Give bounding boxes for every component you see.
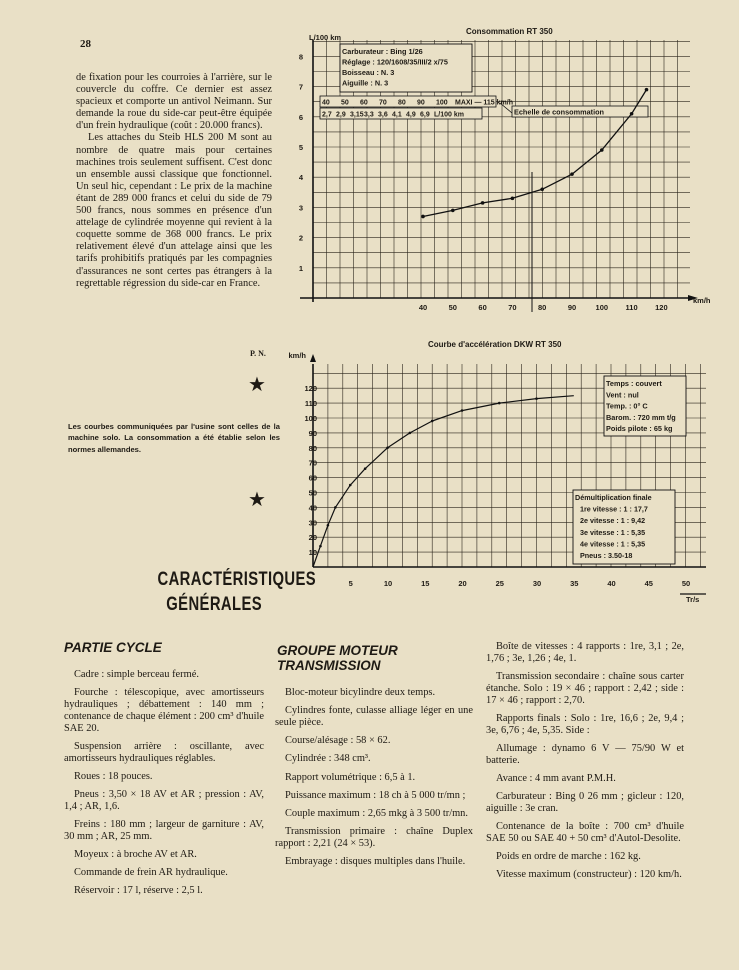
data-point — [600, 148, 604, 152]
spec-item: Moyeux : à broche AV et AR. — [74, 848, 197, 860]
x-tick-label: 10 — [383, 579, 393, 588]
scale-conso: 6,9 — [420, 111, 430, 119]
spec-item: Rapports finals : Solo : 1re, 16,6 ; 2e, 9,4 ; 3e, 6,76 ; 4e, 5,35. Side : — [486, 712, 684, 736]
y-tick-label: 50 — [308, 488, 317, 498]
data-point — [334, 506, 337, 509]
x-axis-label: Tr/s — [686, 595, 700, 604]
x-tick-label: 40 — [607, 579, 616, 588]
info-box-line: 4e vitesse : 1 : 5,35 — [580, 539, 646, 549]
data-point — [409, 432, 412, 435]
spec-item: Freins : 180 mm ; largeur de garniture : AV, 30 mm ; AR, 25 mm. — [64, 818, 264, 842]
x-tick-label: 45 — [644, 579, 653, 588]
chart-note: Les courbes communiquées par l'usine sont celles de la machine solo. La consommation a été établie selon les normes allemandes. — [68, 422, 280, 454]
info-box-line: Temp. : 0° C — [606, 401, 648, 411]
data-point — [630, 112, 634, 116]
x-tick-label: 50 — [681, 579, 691, 588]
info-box-line: 3e vitesse : 1 : 5,35 — [580, 527, 646, 537]
data-point — [349, 484, 352, 487]
y-tick-label: 110 — [304, 399, 317, 409]
x-tick-label: 90 — [567, 303, 577, 312]
x-axis-label: km/h — [693, 296, 711, 305]
info-box-line: Vent : nul — [606, 390, 639, 400]
spec-item: Transmission secondaire : chaîne sous carter étanche. Solo : 19 × 46 ; rapport : 2,42 ; side : 17 × 46 ; rapport : 2,70. — [486, 670, 684, 706]
spec-item: Pneus : 3,50 × 18 AV et AR ; pression : AV, 1,4 ; AR, 1,6. — [64, 788, 264, 812]
partie-cycle-list — [64, 669, 264, 903]
spec-item: Bloc-moteur bicylindre deux temps. — [285, 687, 436, 698]
info-box-line: Réglage : 120/1608/35/III/2 x/75 — [342, 57, 448, 67]
y-tick-label: 100 — [304, 414, 317, 423]
acceleration-chart — [0, 350, 739, 620]
data-point — [535, 397, 538, 400]
y-tick-label: 1 — [298, 263, 303, 273]
y-tick-label: 20 — [308, 533, 317, 543]
y-tick-label: 40 — [308, 503, 317, 513]
spec-item: Allumage : dynamo 6 V — 75/90 W et batterie. — [486, 742, 684, 766]
y-tick-label: 3 — [298, 203, 303, 213]
y-axis-label: L/100 km — [309, 33, 342, 42]
spec-item: Cylindres fonte, culasse alliage léger en une seule pièce. — [275, 705, 473, 728]
author-signature: P. N. — [250, 349, 266, 358]
info-box-line: Carburateur : Bing 1/26 — [342, 47, 423, 56]
x-tick-label: 30 — [532, 579, 542, 588]
spec-item: Puissance maximum : 18 ch à 5 000 tr/mn ; — [285, 789, 466, 801]
info-box-line: 2e vitesse : 1 : 9,42 — [580, 516, 646, 526]
y-tick-label: 5 — [298, 143, 303, 152]
spec-item: Commande de frein AR hydraulique. — [74, 867, 228, 879]
spec-item: Couple maximum : 2,65 mkg à 3 500 tr/mn. — [285, 807, 468, 819]
y-tick-label: 6 — [298, 112, 303, 122]
consumption-chart — [0, 0, 739, 330]
scale-conso: 4,9 — [406, 111, 416, 119]
star-icon: ★ — [248, 489, 266, 511]
spec-item: Suspension arrière : oscillante, avec amortisseurs hydrauliques réglables. — [64, 740, 264, 764]
axis-arrow — [310, 354, 316, 362]
x-tick-label: 50 — [448, 303, 457, 312]
data-point — [481, 201, 485, 205]
spec-item: Roues : 18 pouces. — [74, 770, 153, 782]
scale-conso: 3,15 — [350, 111, 364, 119]
data-point — [498, 402, 501, 405]
spec-item: Transmission primaire : chaîne Duplex rapport : 2,21 (24 × 53). — [275, 826, 473, 849]
y-tick-label: 4 — [298, 173, 303, 183]
y-tick-label: 8 — [298, 52, 303, 62]
spec-item: Avance : 4 mm avant P.M.H. — [496, 772, 616, 784]
scale-conso: 4,1 — [392, 111, 402, 119]
data-point — [645, 88, 649, 92]
scale-conso: L/100 km — [434, 111, 464, 119]
info-box-line: Aiguille : N. 3 — [342, 78, 389, 88]
scale-speed: 50 — [341, 99, 349, 107]
y-tick-label: 7 — [298, 82, 303, 92]
partie-cycle-title: PARTIE CYCLE — [64, 640, 162, 655]
scale-conso: 2,7 — [322, 111, 332, 119]
x-tick-label: 110 — [625, 303, 638, 312]
x-tick-label: 15 — [421, 579, 430, 588]
scale-conso: 2,9 — [336, 111, 346, 119]
spec-item: Rapport volumétrique : 6,5 à 1. — [285, 771, 416, 783]
info-box-line: Démultiplication finale — [575, 493, 652, 502]
intro-paragraph: Les attaches du Steib HLS 200 M sont au nombre de quatre mais pour certaines machines trois seulement suffisent. C'est donc un ensemble aussi classique que fonctionnel. Un seul hic, cependant : Le prix de la machine étant de 289 000 francs et celui du side de 79 500 francs, nous sommes en présence d'un attelage de cylindrée moyenne qui revient à la coquette somme de 368 000 francs. Le prix relativement élevé d'un attelage ainsi que les tarifs prohibitifs pratiqués par les compagnies d'assurances ne sont certes pas étrangers à la regrettable régression du side-car en France. — [76, 132, 272, 289]
data-point — [364, 467, 367, 470]
x-tick-label: 120 — [655, 303, 668, 312]
y-tick-label: 80 — [308, 443, 317, 453]
info-box-line: Poids pilote : 65 kg — [606, 424, 673, 434]
x-tick-label: 80 — [538, 303, 547, 312]
page-number: 28 — [80, 38, 91, 50]
x-tick-label: 25 — [495, 579, 504, 588]
spec-item: Contenance de la boîte : 700 cm³ d'huile SAE 50 ou SAE 40 + 50 cm³ d'Autol-Desolite. — [486, 820, 684, 844]
y-tick-label: 2 — [298, 233, 303, 243]
scale-speed: 70 — [379, 99, 387, 107]
x-tick-label: 5 — [348, 579, 353, 588]
groupe-moteur-list — [275, 687, 473, 874]
transmission-list — [486, 641, 684, 887]
x-tick-label: 60 — [478, 303, 487, 312]
data-point — [327, 524, 330, 527]
y-tick-label: 90 — [308, 428, 317, 438]
groupe-moteur-title: GROUPE MOTEUR TRANSMISSION — [277, 643, 398, 673]
x-tick-label: 20 — [458, 579, 467, 588]
spec-item: Carburateur : Bing 0 26 mm ; gicleur : 120, aiguille : 3e cran. — [486, 790, 684, 814]
y-tick-label: 60 — [308, 473, 317, 483]
star-icon: ★ — [248, 374, 266, 396]
spec-item: Fourche : télescopique, avec amortisseurs hydrauliques ; débattement : 140 mm ; contenance de chaque élément : 200 cm³ d'huile SAE 20. — [64, 687, 264, 734]
data-point — [461, 409, 464, 412]
info-box-line: 1re vitesse : 1 : 17,7 — [580, 504, 648, 514]
x-tick-label: 35 — [570, 579, 579, 588]
y-tick-label: 30 — [308, 518, 317, 528]
scale-label: Echelle de consommation — [514, 107, 605, 117]
spec-item: Vitesse maximum (constructeur) : 120 km/h. — [496, 869, 682, 881]
y-axis-label: km/h — [288, 351, 306, 360]
spec-item: Boîte de vitesses : 4 rapports : 1re, 3,1 ; 2e, 1,76 ; 3e, 1,26 ; 4e, 1. — [486, 641, 684, 664]
info-box-line: Temps : couvert — [606, 379, 662, 388]
acceleration-chart-title: Courbe d'accélération DKW RT 350 — [428, 340, 562, 349]
scale-speed: 40 — [322, 99, 330, 107]
spec-item: Poids en ordre de marche : 162 kg. — [496, 850, 641, 862]
scale-speed: 100 — [436, 99, 448, 107]
scale-conso: 3,3 — [364, 111, 374, 119]
y-tick-label: 70 — [308, 458, 317, 468]
x-tick-label: 70 — [508, 303, 517, 312]
x-tick-label: 40 — [418, 303, 428, 312]
spec-item: Cadre : simple berceau fermé. — [74, 669, 199, 680]
data-point — [570, 172, 574, 176]
info-box-line: Barom. : 720 mm t/g — [606, 412, 676, 422]
data-point — [451, 209, 455, 213]
data-point — [421, 215, 425, 219]
intro-paragraph: de fixation pour les courroies à l'arrière, sur le couvercle du coffre. Ce dernier est assez spacieux et comporte un antivol Neimann. Sur demande la roue du side-car peut-être équipée d'un frein hydraulique (coût : 20.000 francs). — [76, 72, 272, 132]
data-point — [511, 197, 515, 201]
scale-speed: 60 — [360, 99, 368, 107]
data-point — [319, 545, 322, 548]
x-tick-label: 100 — [595, 303, 609, 312]
info-box-line: Pneus : 3.50-18 — [580, 551, 633, 560]
spec-item: Réservoir : 17 l, réserve : 2,5 l. — [74, 885, 203, 897]
scale-conso: 3,6 — [378, 111, 388, 119]
spec-item: Cylindrée : 348 cm³. — [285, 753, 371, 765]
data-point — [540, 187, 544, 191]
data-point — [386, 447, 389, 450]
info-box-line: Boisseau : N. 3 — [342, 68, 395, 77]
scale-speed: 80 — [398, 99, 406, 107]
consumption-chart-title: Consommation RT 350 — [466, 27, 553, 36]
spec-item: Embrayage : disques multiples dans l'huile. — [285, 856, 466, 868]
scale-speed: 90 — [417, 99, 425, 107]
spec-item: Course/alésage : 58 × 62. — [285, 735, 391, 747]
section-heading: CARACTÉRISTIQUES GÉNÉRALES — [157, 569, 317, 615]
data-point — [431, 420, 434, 423]
y-tick-label: 120 — [304, 384, 317, 394]
y-tick-label: 10 — [308, 548, 317, 558]
acceleration-curve — [313, 396, 574, 567]
scale-speed: MAXI — 115 km/h — [455, 99, 513, 107]
